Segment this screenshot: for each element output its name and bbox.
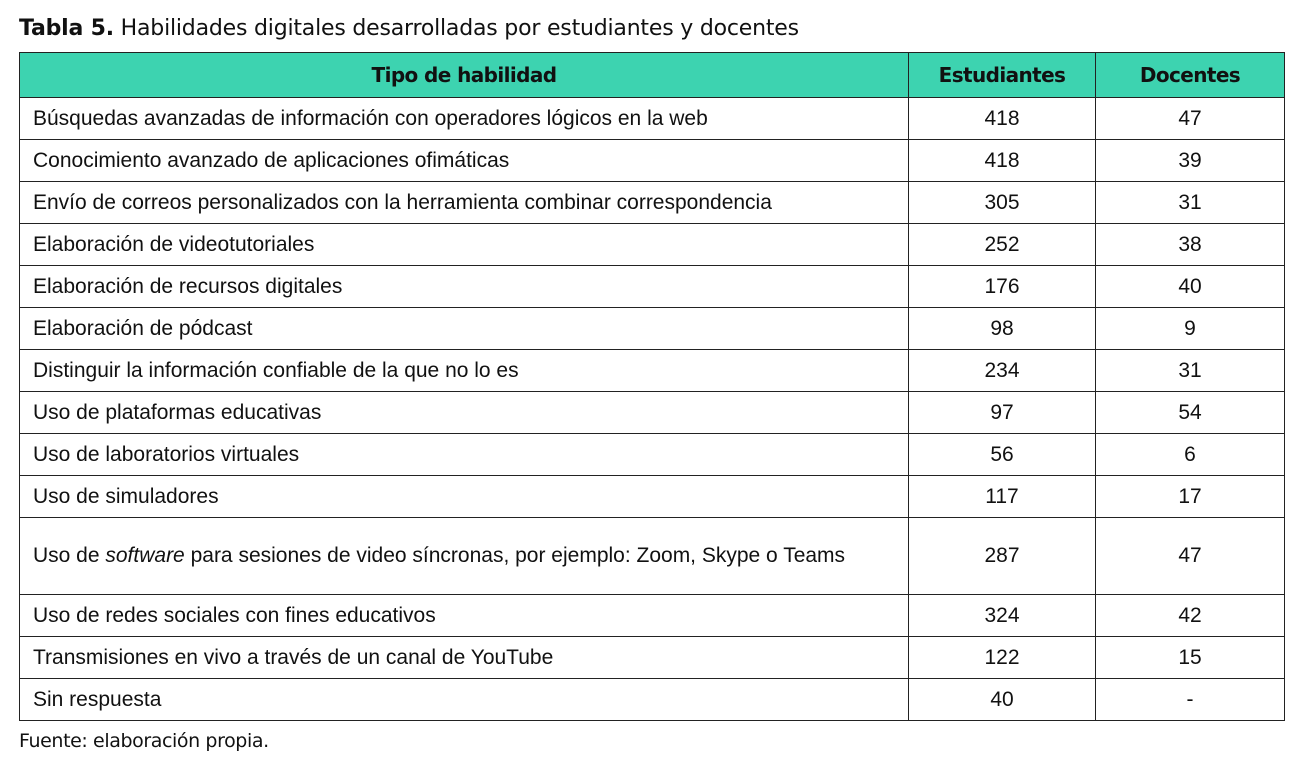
table-source-note: Fuente: elaboración propia.	[19, 730, 269, 752]
cell-teachers: 15	[1096, 637, 1285, 679]
cell-skill: Uso de simuladores	[20, 476, 909, 518]
header-students: Estudiantes	[909, 53, 1096, 98]
cell-students: 324	[909, 595, 1096, 637]
table-header-row	[20, 53, 1285, 98]
cell-teachers: 31	[1096, 182, 1285, 224]
header-skill-type: Tipo de habilidad	[20, 53, 909, 98]
cell-skill-prefix: Uso de	[33, 544, 106, 567]
cell-skill: Sin respuesta	[20, 679, 909, 721]
cell-teachers: 39	[1096, 140, 1285, 182]
cell-skill: Envío de correos personalizados con la herramienta combinar correspondencia	[20, 182, 909, 224]
cell-skill: Distinguir la información confiable de la que no lo es	[20, 350, 909, 392]
cell-skill	[20, 518, 909, 595]
cell-teachers: 54	[1096, 392, 1285, 434]
cell-skill: Elaboración de videotutoriales	[20, 224, 909, 266]
table-row	[20, 637, 1285, 679]
cell-skill: Búsquedas avanzadas de información con operadores lógicos en la web	[20, 98, 909, 140]
skills-table	[19, 52, 1285, 721]
cell-students: 56	[909, 434, 1096, 476]
cell-skill-italic: software	[105, 544, 185, 567]
table-row	[20, 476, 1285, 518]
table-row	[20, 98, 1285, 140]
cell-teachers: 38	[1096, 224, 1285, 266]
cell-students: 40	[909, 679, 1096, 721]
cell-skill: Uso de laboratorios virtuales	[20, 434, 909, 476]
cell-teachers: 47	[1096, 98, 1285, 140]
table-row	[20, 140, 1285, 182]
table-row	[20, 392, 1285, 434]
table-caption-text: Habilidades digitales desarrolladas por estudiantes y docentes	[113, 16, 799, 41]
cell-skill: Elaboración de recursos digitales	[20, 266, 909, 308]
cell-students: 418	[909, 140, 1096, 182]
cell-teachers: 9	[1096, 308, 1285, 350]
cell-students: 122	[909, 637, 1096, 679]
cell-students: 287	[909, 518, 1096, 595]
table-caption-label: Tabla 5.	[19, 16, 114, 41]
cell-students: 234	[909, 350, 1096, 392]
table-row	[20, 595, 1285, 637]
cell-teachers: 42	[1096, 595, 1285, 637]
cell-teachers: 47	[1096, 518, 1285, 595]
cell-students: 176	[909, 266, 1096, 308]
cell-skill-suffix: para sesiones de video síncronas, por ejemplo: Zoom, Skype o Teams	[184, 544, 846, 567]
cell-teachers: 40	[1096, 266, 1285, 308]
table-caption	[19, 14, 799, 44]
table-row	[20, 350, 1285, 392]
cell-students: 117	[909, 476, 1096, 518]
cell-teachers: 17	[1096, 476, 1285, 518]
cell-skill: Conocimiento avanzado de aplicaciones ofimáticas	[20, 140, 909, 182]
table-row	[20, 182, 1285, 224]
cell-students: 97	[909, 392, 1096, 434]
cell-skill: Transmisiones en vivo a través de un canal de YouTube	[20, 637, 909, 679]
cell-teachers: -	[1096, 679, 1285, 721]
cell-students: 418	[909, 98, 1096, 140]
table-row	[20, 434, 1285, 476]
cell-teachers: 6	[1096, 434, 1285, 476]
cell-skill: Uso de plataformas educativas	[20, 392, 909, 434]
cell-skill: Uso de redes sociales con fines educativos	[20, 595, 909, 637]
table-row	[20, 518, 1285, 595]
cell-students: 98	[909, 308, 1096, 350]
table-row	[20, 224, 1285, 266]
header-teachers: Docentes	[1096, 53, 1285, 98]
cell-students: 252	[909, 224, 1096, 266]
table-row	[20, 679, 1285, 721]
table-row	[20, 266, 1285, 308]
cell-teachers: 31	[1096, 350, 1285, 392]
table-row	[20, 308, 1285, 350]
cell-skill: Elaboración de pódcast	[20, 308, 909, 350]
cell-students: 305	[909, 182, 1096, 224]
